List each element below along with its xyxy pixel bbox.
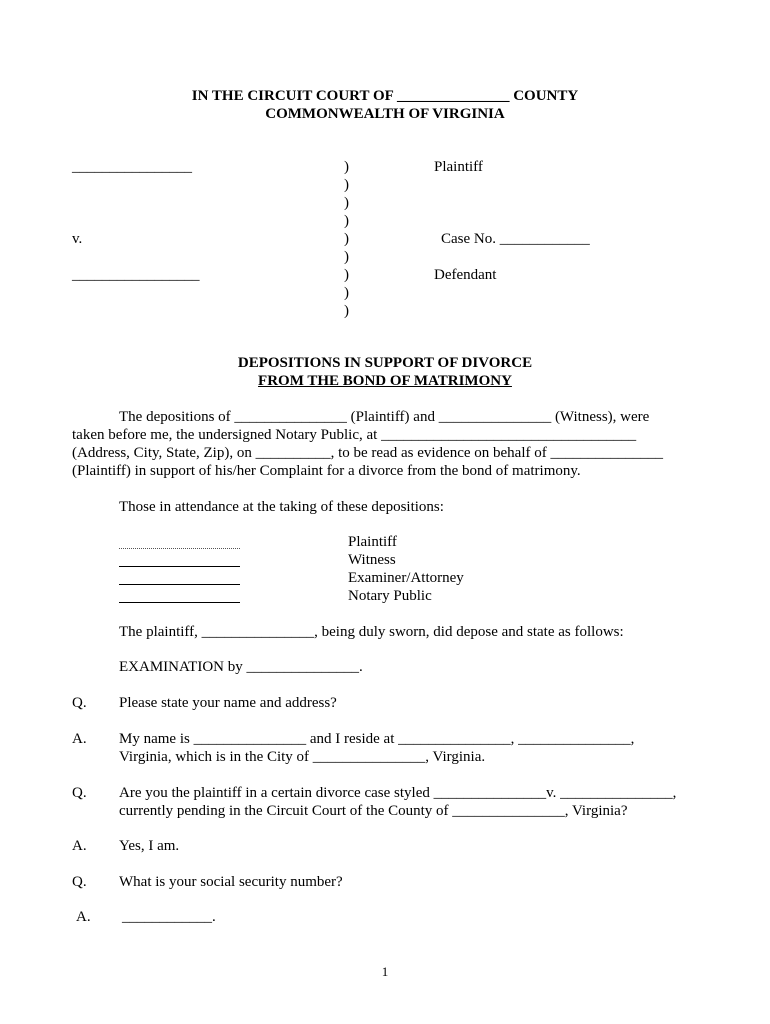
caption-paren: ) xyxy=(344,303,349,319)
intro-line-4: (Plaintiff) in support of his/her Complaint for a divorce from the bond of matrimony. xyxy=(72,463,581,479)
role-plaintiff: Plaintiff xyxy=(348,534,397,550)
attendee-examiner-blank xyxy=(119,584,240,585)
case-number-label: Case No. ____________ xyxy=(441,231,590,247)
versus-label: v. xyxy=(72,231,83,247)
qa-marker: Q. xyxy=(72,874,87,890)
plaintiff-label: Plaintiff xyxy=(434,159,483,175)
role-notary-public: Notary Public xyxy=(348,588,432,604)
document-subtitle: FROM THE BOND OF MATRIMONY xyxy=(258,373,512,389)
qa-marker: A. xyxy=(76,909,91,925)
plaintiff-name-blank: ________________ xyxy=(72,159,192,175)
caption-paren: ) xyxy=(344,249,349,265)
caption-paren: ) xyxy=(344,285,349,301)
qa-marker: A. xyxy=(72,731,87,747)
examination-by: EXAMINATION by _______________. xyxy=(119,659,363,675)
commonwealth-heading: COMMONWEALTH OF VIRGINIA xyxy=(265,106,505,122)
qa-line: Yes, I am. xyxy=(119,838,180,854)
qa-marker: A. xyxy=(72,838,87,854)
qa-line: Virginia, which is in the City of _______________, Virginia. xyxy=(119,749,486,765)
attendance-heading: Those in attendance at the taking of these depositions: xyxy=(119,499,444,515)
qa-marker: Q. xyxy=(72,695,87,711)
caption-paren: ) xyxy=(344,231,349,247)
qa-line: currently pending in the Circuit Court of the County of _______________, Virginia? xyxy=(119,803,628,819)
qa-line: My name is _______________ and I reside at _______________, _______________, xyxy=(119,731,635,747)
role-examiner-attorney: Examiner/Attorney xyxy=(348,570,464,586)
attendee-notary-blank xyxy=(119,602,240,603)
defendant-name-blank: _________________ xyxy=(72,267,200,283)
qa-marker: Q. xyxy=(72,785,87,801)
document-title: DEPOSITIONS IN SUPPORT OF DIVORCE xyxy=(237,355,533,371)
caption-paren: ) xyxy=(344,195,349,211)
caption-paren: ) xyxy=(344,159,349,175)
qa-line: ____________. xyxy=(122,909,216,925)
intro-line-3: (Address, City, State, Zip), on __________, to be read as evidence on behalf of _______________ xyxy=(72,445,663,461)
defendant-label: Defendant xyxy=(434,267,497,283)
qa-line: Are you the plaintiff in a certain divorce case styled _______________v. _______________, xyxy=(119,785,677,801)
caption-paren: ) xyxy=(344,267,349,283)
intro-line-1: The depositions of _______________ (Plaintiff) and _______________ (Witness), were xyxy=(119,409,650,425)
qa-line: What is your social security number? xyxy=(119,874,343,890)
caption-paren: ) xyxy=(344,177,349,193)
attendee-plaintiff-blank xyxy=(119,548,240,549)
caption-paren: ) xyxy=(344,213,349,229)
role-witness: Witness xyxy=(348,552,396,568)
sworn-statement: The plaintiff, _______________, being duly sworn, did depose and state as follows: xyxy=(119,624,624,640)
qa-line: Please state your name and address? xyxy=(119,695,337,711)
intro-line-2: taken before me, the undersigned Notary Public, at __________________________________ xyxy=(72,427,637,443)
page-number: 1 xyxy=(381,964,389,979)
attendee-witness-blank xyxy=(119,566,240,567)
court-heading: IN THE CIRCUIT COURT OF _______________ COUNTY xyxy=(191,88,579,104)
